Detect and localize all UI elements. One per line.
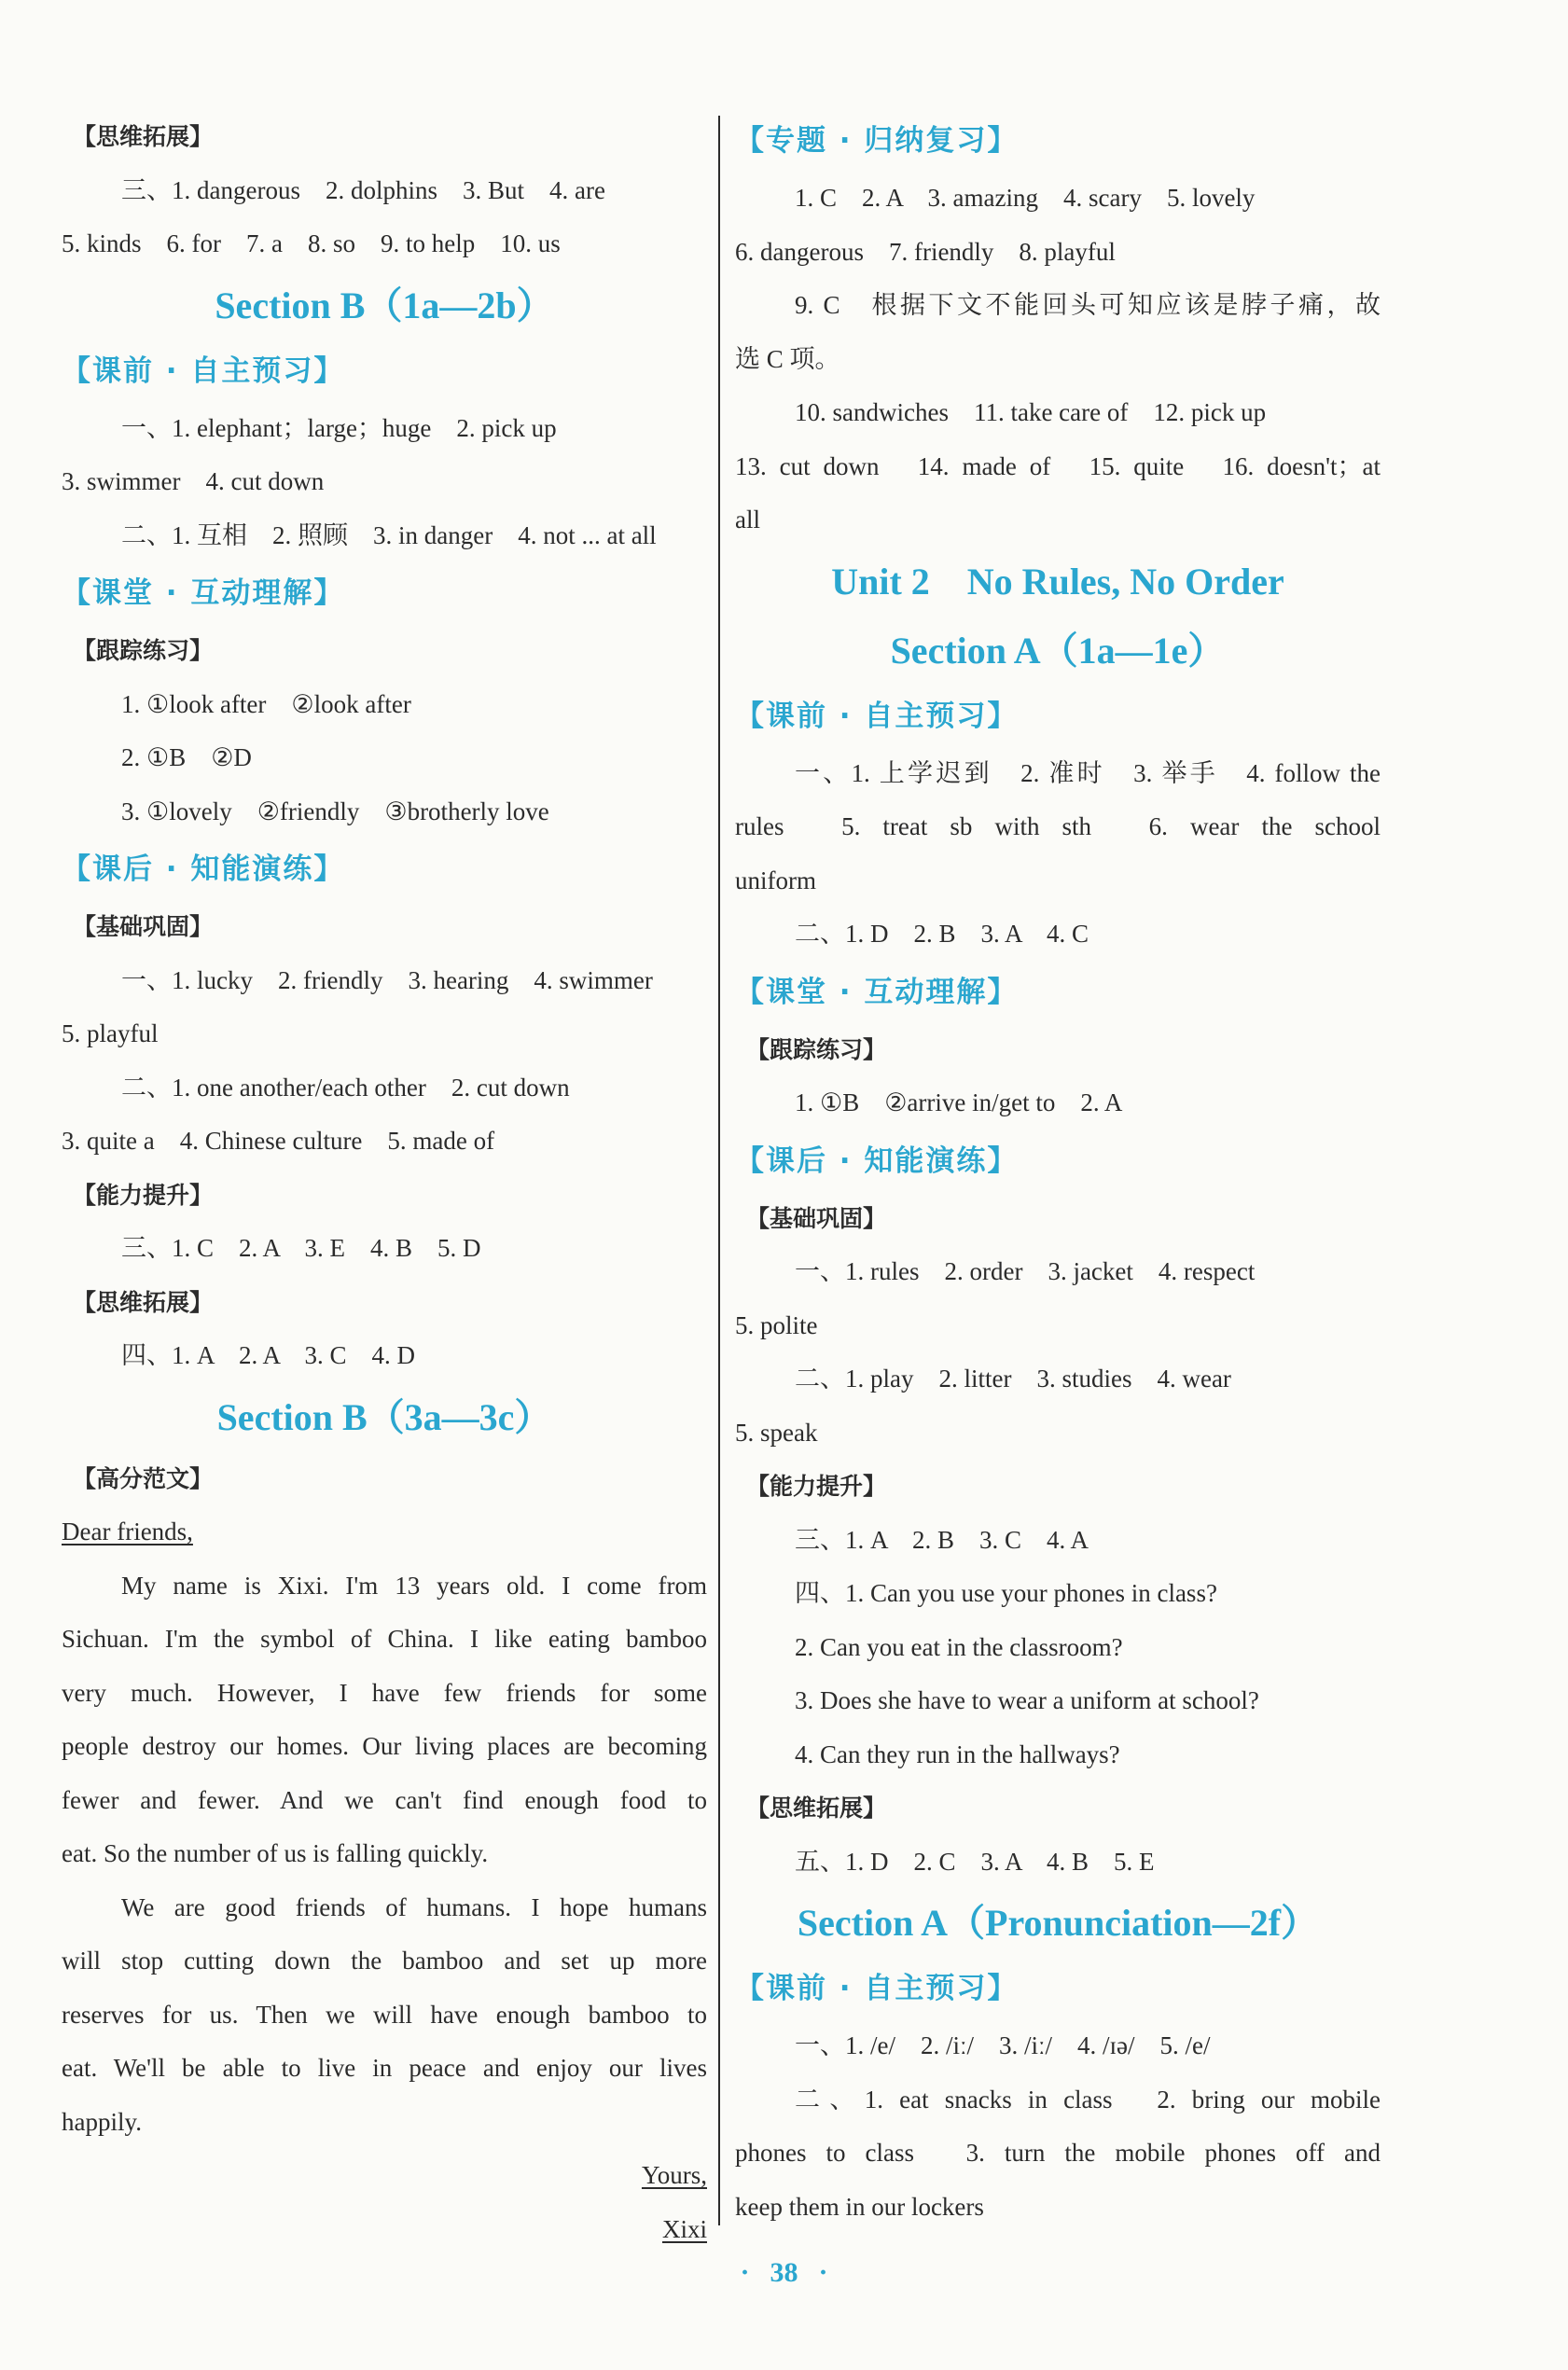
answer-line: 13. cut down 14. made of 15. quite 16. doesn't；at (735, 451, 1381, 480)
answer-line: 5. playful (62, 1019, 159, 1047)
answer-line: 3. quite a 4. Chinese culture 5. made of (62, 1127, 495, 1155)
answer-line: 1. ①B ②arrive in/get to 2. A (795, 1088, 1123, 1116)
answer-line: 三、1. C 2. A 3. E 4. B 5. D (121, 1234, 481, 1262)
answer-line: We are good friends of humans. I hope humans (121, 1892, 707, 1921)
subsection-label: 【基础巩固】 (73, 913, 214, 940)
underlined-text: Dear friends, (62, 1518, 193, 1545)
answer-line: Sichuan. I'm the symbol of China. I like eating bamboo (62, 1625, 707, 1653)
answer-line: people destroy our homes. Our living places are becoming (62, 1732, 707, 1760)
answer-line: eat. So the number of us is falling quickly. (62, 1839, 489, 1867)
subsection-label: 【跟踪练习】 (746, 1035, 887, 1063)
section-heading: Section B（3a—3c） (216, 1395, 552, 1438)
banner-heading: 【课后 · 知能演练】 (62, 852, 345, 886)
section-heading: Section A（Pronunciation—2f） (797, 1902, 1319, 1944)
answer-line: very much. However, I have few friends for some (62, 1678, 707, 1707)
answer-line: 三、1. A 2. B 3. C 4. A (795, 1525, 1089, 1554)
answer-line: 5. speak (735, 1418, 818, 1447)
answer-line: 选 C 项。 (735, 344, 840, 373)
answer-line: fewer and fewer. And we can't find enough food to (62, 1785, 707, 1814)
answer-line: 3. swimmer 4. cut down (62, 467, 325, 495)
underlined-text: Xixi (661, 2214, 707, 2243)
answer-line: 3. ①lovely ②friendly ③brotherly love (121, 797, 549, 825)
answer-line: 一、1. rules 2. order 3. jacket 4. respect (795, 1257, 1256, 1285)
answer-line: My name is Xixi. I'm 13 years old. I come from (121, 1571, 707, 1600)
answer-line: 一、1. lucky 2. friendly 3. hearing 4. swimmer (121, 965, 653, 994)
section-heading: Unit 2 No Rules, No Order (831, 560, 1284, 603)
subsection-label: 【跟踪练习】 (73, 637, 214, 664)
subsection-label: 【能力提升】 (73, 1181, 214, 1209)
answer-line: will stop cutting down the bamboo and set up more (62, 1947, 707, 1975)
banner-heading: 【课前 · 自主预习】 (735, 699, 1019, 733)
answer-line (62, 2203, 707, 2257)
answer-line: 一、1. /e/ 2. /iː/ 3. /iː/ 4. /ɪə/ 5. /e/ (795, 2031, 1211, 2059)
page-number-dot-left: · (740, 2257, 750, 2288)
answer-line: 二、1. D 2. B 3. A 4. C (795, 920, 1089, 948)
answer-line: 四、1. A 2. A 3. C 4. D (121, 1341, 416, 1369)
answer-line: 一、1. 上学迟到 2. 准时 3. 举手 4. follow the (795, 758, 1381, 787)
subsection-label: 【能力提升】 (746, 1473, 887, 1500)
page-number: 38 (770, 2257, 798, 2288)
answer-line: 6. dangerous 7. friendly 8. playful (735, 237, 1116, 266)
answer-line: 二、1. play 2. litter 3. studies 4. wear (795, 1365, 1231, 1393)
banner-heading: 【课前 · 自主预习】 (62, 353, 345, 388)
page-number-dot-right: · (818, 2257, 828, 2288)
answer-line: 1. C 2. A 3. amazing 4. scary 5. lovely (795, 184, 1256, 212)
subsection-label: 【基础巩固】 (746, 1204, 887, 1232)
section-heading: Section B（1a—2b） (215, 284, 554, 326)
banner-heading: 【专题 · 归纳复习】 (735, 124, 1019, 158)
answer-line: 5. polite (735, 1310, 818, 1339)
answer-line: 1. ①look after ②look after (121, 689, 411, 718)
answer-line: 二、1. eat snacks in class 2. bring our mobile (795, 2085, 1381, 2114)
answer-line: 10. sandwiches 11. take care of 12. pick up (795, 398, 1267, 426)
answer-line: 一、1. elephant；large；huge 2. pick up (121, 413, 557, 442)
left-column (62, 110, 707, 2256)
answer-line: 2. ①B ②D (121, 743, 252, 771)
answer-line (62, 2149, 707, 2203)
answer-line: 4. Can they run in the hallways? (795, 1739, 1120, 1768)
answer-line: 二、1. one another/each other 2. cut down (121, 1073, 570, 1102)
page-number-footer (0, 2257, 1568, 2289)
answer-line: 2. Can you eat in the classroom? (795, 1632, 1123, 1661)
answer-line: keep them in our lockers (735, 2192, 984, 2221)
answer-line: 五、1. D 2. C 3. A 4. B 5. E (795, 1847, 1155, 1876)
answer-line: happily. (62, 2107, 142, 2136)
answer-line: uniform (735, 866, 816, 894)
answer-line: rules 5. treat sb with sth 6. wear the school (735, 812, 1381, 840)
answer-line: 9. C 根据下文不能回头可知应该是脖子痛，故 (795, 291, 1381, 319)
answer-line: phones to class 3. turn the mobile phones off and (735, 2139, 1381, 2167)
underlined-text: Yours, (641, 2161, 707, 2189)
subsection-label: 【思维拓展】 (73, 123, 214, 150)
answer-line: 二、1. 互相 2. 照顾 3. in danger 4. not ... at all (121, 520, 657, 549)
answer-line: 三、1. dangerous 2. dolphins 3. But 4. are (121, 175, 605, 204)
section-heading: Section A（1a—1e） (890, 629, 1226, 672)
column-divider (718, 116, 720, 2225)
answer-line: all (735, 506, 760, 534)
banner-heading: 【课堂 · 互动理解】 (62, 576, 345, 610)
answer-line: 3. Does she have to wear a uniform at school? (795, 1686, 1259, 1714)
banner-heading: 【课后 · 知能演练】 (735, 1143, 1019, 1178)
banner-heading: 【课堂 · 互动理解】 (735, 975, 1019, 1009)
subsection-label: 【思维拓展】 (73, 1288, 214, 1316)
answer-line: reserves for us. Then we will have enough bamboo to (62, 2000, 707, 2029)
subsection-label: 【思维拓展】 (746, 1795, 887, 1822)
banner-heading: 【课前 · 自主预习】 (735, 1972, 1019, 2005)
subsection-label: 【高分范文】 (73, 1464, 214, 1492)
answer-line: 四、1. Can you use your phones in class? (795, 1579, 1217, 1607)
answer-line: 5. kinds 6. for 7. a 8. so 9. to help 10. us (62, 229, 561, 257)
answer-line: eat. We'll be able to live in peace and enjoy our lives (62, 2054, 707, 2082)
right-column (735, 110, 1381, 2234)
answer-line (62, 1505, 707, 1559)
